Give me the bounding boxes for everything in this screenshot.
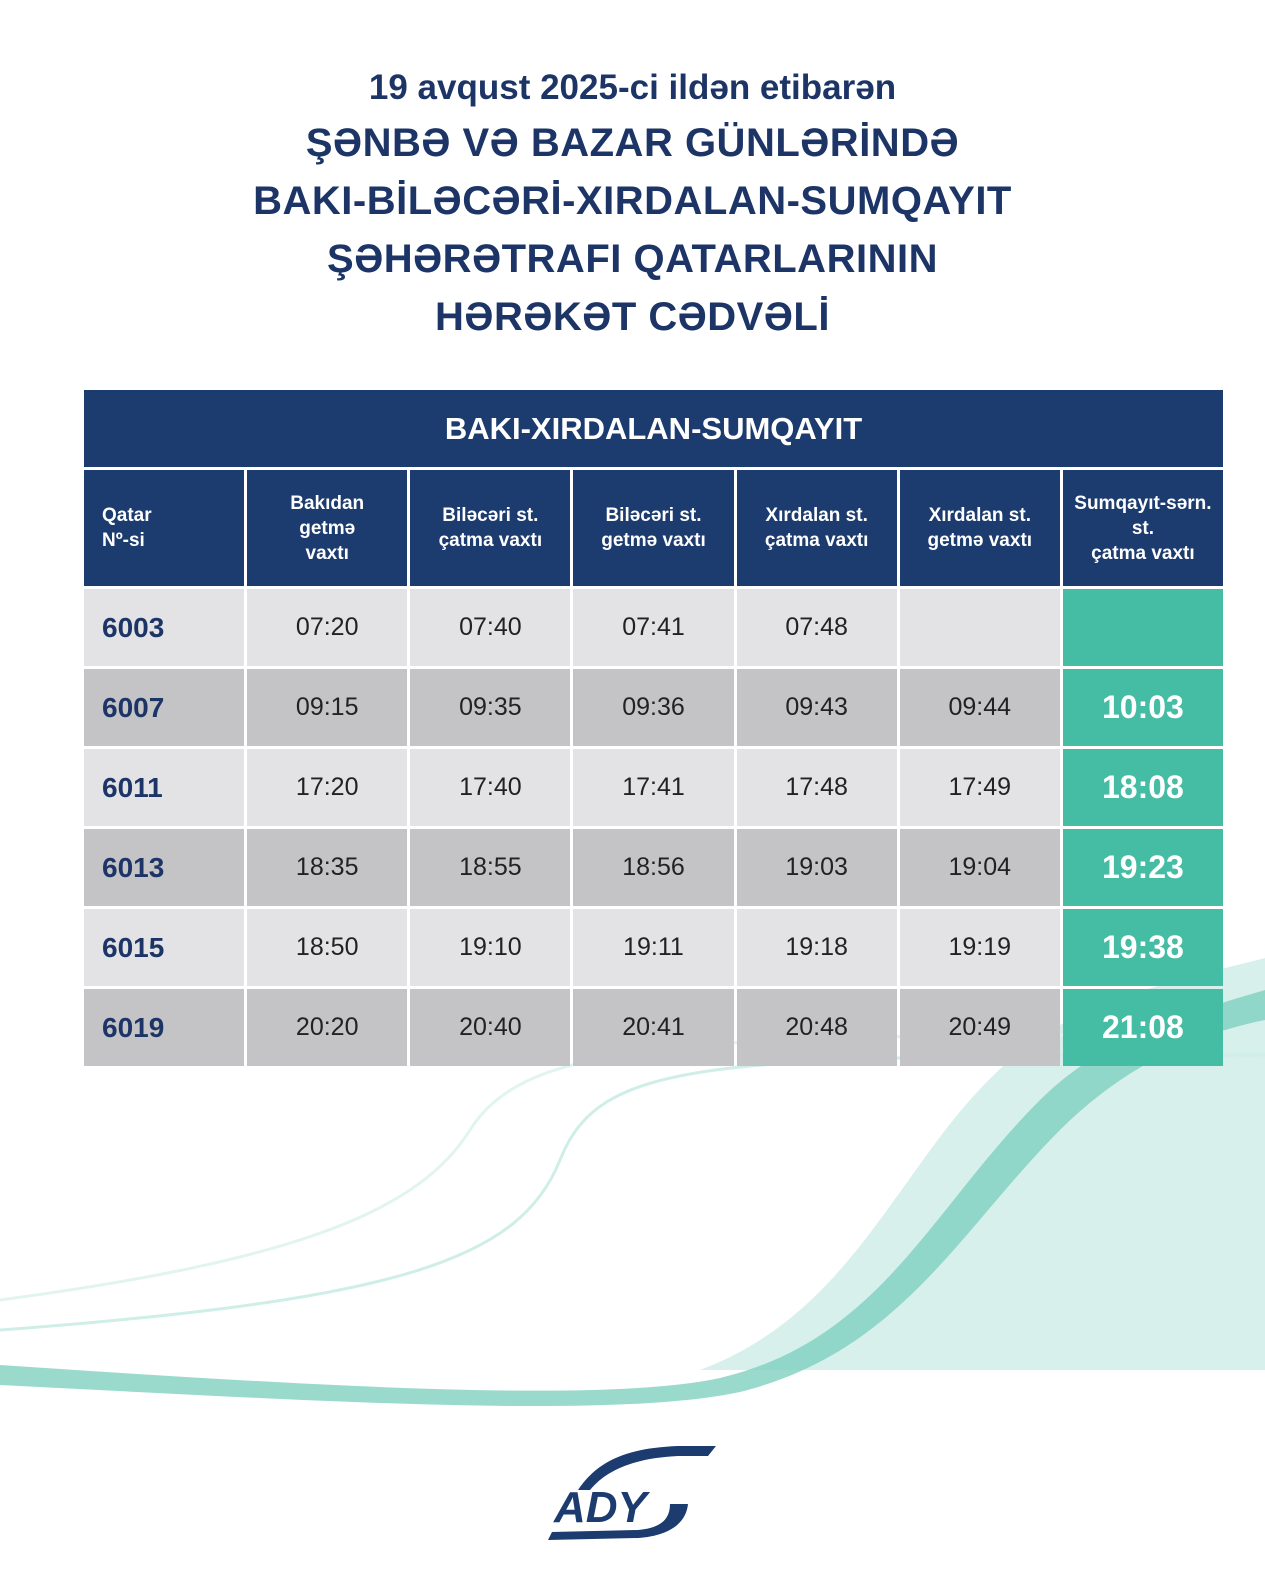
column-header: Sumqayıt-sərn. st. çatma vaxtı xyxy=(1063,470,1223,586)
bilajari-arrival-cell: 19:10 xyxy=(410,909,570,986)
bilajari-arrival-cell: 20:40 xyxy=(410,989,570,1066)
route-title: BAKI-XIRDALAN-SUMQAYIT xyxy=(84,390,1223,467)
bilajari-arrival-cell: 18:55 xyxy=(410,829,570,906)
sumqayit-arrival-cell: 19:38 xyxy=(1063,909,1223,986)
train-number-cell: 6015 xyxy=(84,909,244,986)
table-row xyxy=(84,589,1223,666)
train-number-cell: 6007 xyxy=(84,669,244,746)
schedule-table-block xyxy=(84,390,1223,1069)
table-row xyxy=(84,909,1223,986)
baku-departure-cell: 07:20 xyxy=(247,589,407,666)
sumqayit-arrival-cell: 18:08 xyxy=(1063,749,1223,826)
title-line: BAKI-BİLƏCƏRİ-XIRDALAN-SUMQAYIT xyxy=(253,179,1012,223)
xirdalan-arrival-cell: 19:18 xyxy=(737,909,897,986)
train-number-cell: 6003 xyxy=(84,589,244,666)
column-header: Qatar Nº-si xyxy=(84,470,244,586)
sumqayit-arrival-cell: 19:23 xyxy=(1063,829,1223,906)
xirdalan-arrival-cell: 20:48 xyxy=(737,989,897,1066)
xirdalan-arrival-cell: 19:03 xyxy=(737,829,897,906)
bilajari-departure-cell: 20:41 xyxy=(573,989,733,1066)
xirdalan-departure-cell: 09:44 xyxy=(900,669,1060,746)
table-header-row xyxy=(84,470,1223,586)
bilajari-departure-cell: 17:41 xyxy=(573,749,733,826)
bilajari-arrival-cell: 17:40 xyxy=(410,749,570,826)
title-line: HƏRƏKƏT CƏDVƏLİ xyxy=(435,295,830,339)
title-line: ŞƏNBƏ VƏ BAZAR GÜNLƏRİNDƏ xyxy=(305,121,960,165)
baku-departure-cell: 18:35 xyxy=(247,829,407,906)
schedule-table xyxy=(81,467,1226,1069)
sumqayit-arrival-cell: 21:08 xyxy=(1063,989,1223,1066)
table-row xyxy=(84,749,1223,826)
column-header: Xırdalan st. getmə vaxtı xyxy=(900,470,1060,586)
sumqayit-arrival-cell xyxy=(1063,589,1223,666)
bilajari-arrival-cell: 09:35 xyxy=(410,669,570,746)
xirdalan-arrival-cell: 07:48 xyxy=(737,589,897,666)
baku-departure-cell: 17:20 xyxy=(247,749,407,826)
table-row xyxy=(84,989,1223,1066)
bilajari-departure-cell: 09:36 xyxy=(573,669,733,746)
train-number-cell: 6019 xyxy=(84,989,244,1066)
xirdalan-departure-cell: 20:49 xyxy=(900,989,1060,1066)
bilajari-departure-cell: 07:41 xyxy=(573,589,733,666)
table-body xyxy=(84,589,1223,1066)
train-number-cell: 6013 xyxy=(84,829,244,906)
xirdalan-arrival-cell: 17:48 xyxy=(737,749,897,826)
column-header: Bakıdan getmə vaxtı xyxy=(247,470,407,586)
bilajari-arrival-cell: 07:40 xyxy=(410,589,570,666)
ady-logo-icon xyxy=(538,1440,728,1550)
xirdalan-departure-cell: 19:04 xyxy=(900,829,1060,906)
baku-departure-cell: 18:50 xyxy=(247,909,407,986)
table-row xyxy=(84,669,1223,746)
column-header: Biləcəri st. getmə vaxtı xyxy=(573,470,733,586)
xirdalan-departure-cell: 19:19 xyxy=(900,909,1060,986)
xirdalan-arrival-cell: 09:43 xyxy=(737,669,897,746)
title-line: ŞƏHƏRƏTRAFI QATARLARININ xyxy=(327,237,938,281)
column-header: Xırdalan st. çatma vaxtı xyxy=(737,470,897,586)
baku-departure-cell: 09:15 xyxy=(247,669,407,746)
bilajari-departure-cell: 18:56 xyxy=(573,829,733,906)
xirdalan-departure-cell xyxy=(900,589,1060,666)
xirdalan-departure-cell: 17:49 xyxy=(900,749,1060,826)
sumqayit-arrival-cell: 10:03 xyxy=(1063,669,1223,746)
logo-text: ADY xyxy=(554,1483,647,1532)
column-header: Biləcəri st. çatma vaxtı xyxy=(410,470,570,586)
baku-departure-cell: 20:20 xyxy=(247,989,407,1066)
schedule-header xyxy=(0,62,1265,346)
train-number-cell: 6011 xyxy=(84,749,244,826)
effective-date: 19 avqust 2025-ci ildən etibarən xyxy=(368,68,897,107)
table-row xyxy=(84,829,1223,906)
bilajari-departure-cell: 19:11 xyxy=(573,909,733,986)
